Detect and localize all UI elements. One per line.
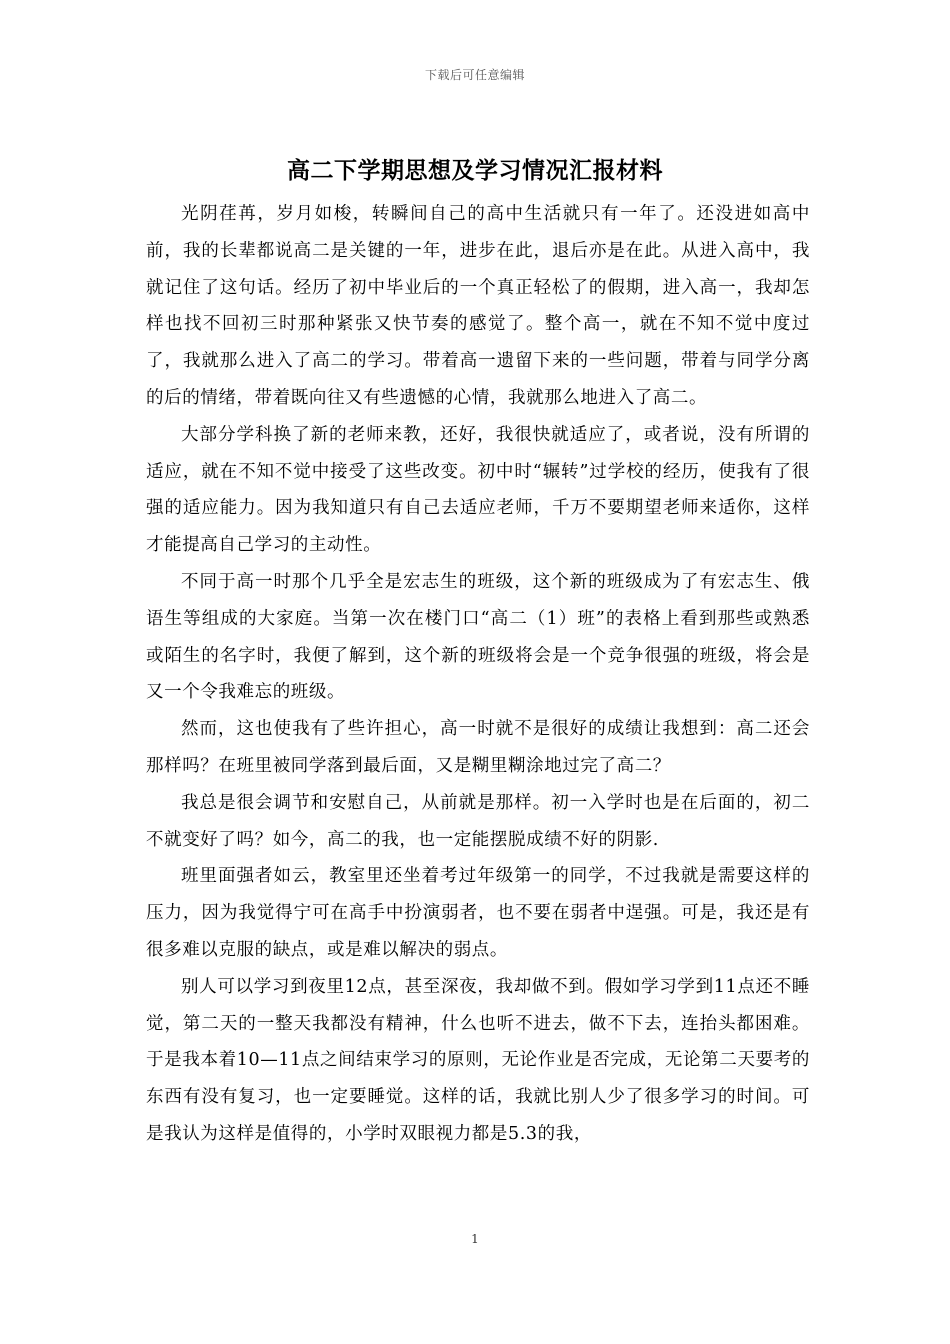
header-note: 下载后可任意编辑 [424, 68, 525, 82]
document-body [146, 196, 810, 1153]
page-number: 1 [471, 1232, 479, 1246]
paragraph-6: 班里面强者如云，教室里还坐着考过年级第一的同学，不过我就是需要这样的压力，因为我觉得宁可在高手中扮演弱者，也不要在弱者中逞强。可是，我还是有很多难以克服的缺点，或是难以解决的弱点。 [146, 866, 810, 960]
paragraph-2: 大部分学科换了新的老师来教，还好，我很快就适应了，或者说，没有所谓的适应，就在不知不觉中接受了这些改变。初中时“辗转”过学校的经历，使我有了很强的适应能力。因为我知道只有自己去适应老师，千万不要期望老师来适你，这样才能提高自己学习的主动性。 [146, 424, 810, 556]
document-title: 高二下学期思想及学习情况汇报材料 [287, 157, 663, 184]
paragraph-3: 不同于高一时那个几乎全是宏志生的班级，这个新的班级成为了有宏志生、俄语生等组成的大家庭。当第一次在楼门口“高二（1）班”的表格上看到那些或熟悉或陌生的名字时，我便了解到，这个新的班级将会是一个竞争很强的班级，将会是又一个令我难忘的班级。 [146, 571, 810, 703]
paragraph-5: 我总是很会调节和安慰自己，从前就是那样。初一入学时也是在后面的，初二不就变好了吗？如今，高二的我，也一定能摆脱成绩不好的阴影. [146, 792, 810, 850]
paragraph-1: 光阴荏苒，岁月如梭，转瞬间自己的高中生活就只有一年了。还没进如高中前，我的长辈都说高二是关键的一年，进步在此，退后亦是在此。从进入高中，我就记住了这句话。经历了初中毕业后的一个真正轻松了的假期，进入高一，我却怎样也找不回初三时那种紧张又快节奏的感觉了。整个高一，就在不知不觉中度过了，我就那么进入了高二的学习。带着高一遗留下来的一些问题，带着与同学分离的后的情绪，带着既向往又有些遗憾的心情，我就那么地进入了高二。 [146, 204, 810, 408]
paragraph-7: 别人可以学习到夜里12点，甚至深夜，我却做不到。假如学习学到11点还不睡觉，第二天的一整天我都没有精神，什么也听不进去，做不下去，连抬头都困难。于是我本着10—11点之间结束学习的原则，无论作业是否完成，无论第二天要考的东西有没有复习，也一定要睡觉。这样的话，我就比别人少了很多学习的时间。可是我认为这样是值得的，小学时双眼视力都是5.3的我， [146, 976, 810, 1144]
paragraph-4: 然而，这也使我有了些许担心，高一时就不是很好的成绩让我想到：高二还会那样吗？在班里被同学落到最后面，又是糊里糊涂地过完了高二？ [146, 719, 810, 776]
